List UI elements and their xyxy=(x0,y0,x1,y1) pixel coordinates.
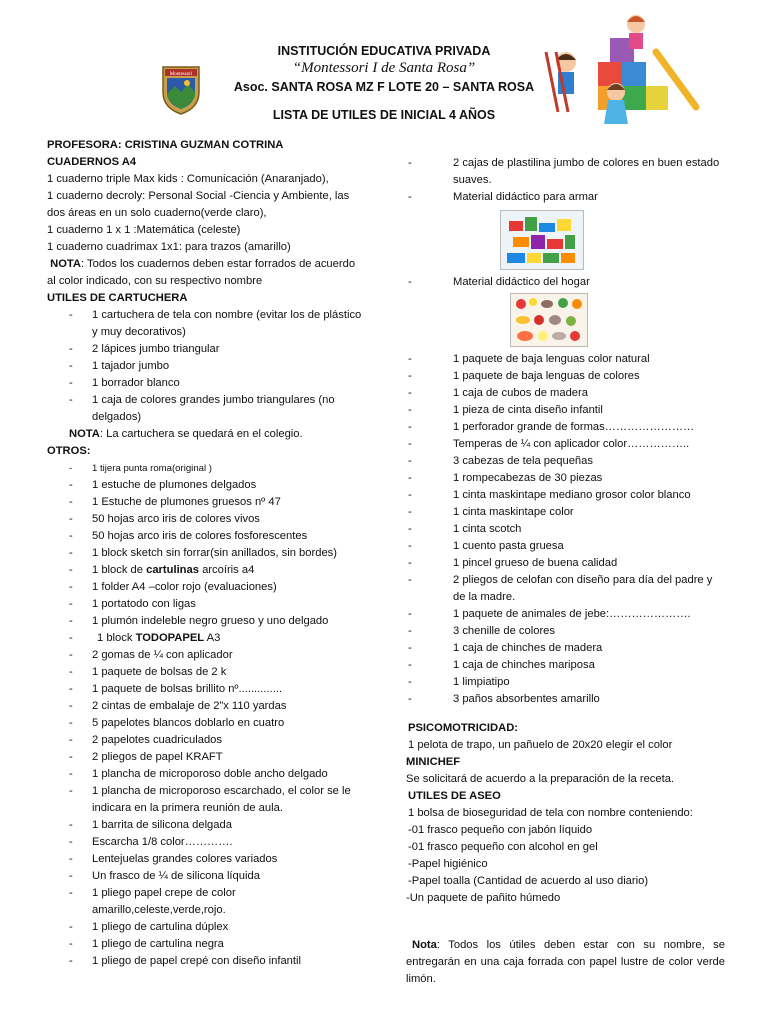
others-heading: OTROS: xyxy=(47,445,91,457)
list-item: - 1 cinta scotch xyxy=(400,521,725,538)
list-item: - 5 papelotes blancos doblarlo en cuatro xyxy=(47,715,362,732)
pencil-case-list xyxy=(47,307,362,426)
item-text: arcoíris a4 xyxy=(198,564,255,576)
list-item: - 2 cintas de embalaje de 2”x 110 yardas xyxy=(47,698,362,715)
list-item: - 1 paquete de bolsas de 2 k xyxy=(47,664,362,681)
list-item: - 1 rompecabezas de 30 piezas xyxy=(400,470,725,487)
pencil-case-heading: UTILES DE CARTUCHERA xyxy=(47,292,188,304)
list-item: - 1 pliego de papel crepé con diseño infantil xyxy=(47,953,362,970)
notebooks-note xyxy=(47,256,362,290)
final-note xyxy=(400,937,725,988)
list-item: - 2 pliegos de papel KRAFT xyxy=(47,749,362,766)
hygiene-item: -Papel toalla (Cantidad de acuerdo al uso diario) xyxy=(408,875,649,887)
notebook-item: 1 cuaderno decroly: Personal Social -Ciencia y Ambiente, las dos áreas en un solo cuaderno(verde claro), xyxy=(47,190,350,219)
list-item: - 1 pliego papel crepe de color amarillo,celeste,verde,rojo. xyxy=(47,885,362,919)
psychomotor-text: 1 pelota de trapo, un pañuelo de 20x20 elegir el color xyxy=(408,739,673,751)
list-item: - 2 gomas de ¼ con aplicador xyxy=(47,647,362,664)
left-column xyxy=(47,137,362,970)
list-item: - 2 lápices jumbo triangular xyxy=(47,341,362,358)
list-item: - 1 plancha de microporoso doble ancho delgado xyxy=(47,766,362,783)
list-item: - 1 pliego de cartulina negra xyxy=(47,936,362,953)
list-item: - 1 caja de cubos de madera xyxy=(400,385,725,402)
list-item: - 3 paños absorbentes amarillo xyxy=(400,691,725,708)
minichef-heading: MINICHEF xyxy=(406,756,461,768)
list-item xyxy=(47,630,362,647)
notebooks-heading: CUADERNOS A4 xyxy=(47,156,137,168)
hygiene-item: -Un paquete de pañito húmedo xyxy=(406,892,561,904)
list-item: - 1 cartuchera de tela con nombre (evitar los de plástico y muy decorativos) xyxy=(47,307,362,341)
list-item: - 1 limpiatipo xyxy=(400,674,725,691)
list-item: - Material didáctico para armar xyxy=(400,189,725,206)
list-item: - 50 hojas arco iris de colores fosforescentes xyxy=(47,528,362,545)
list-item: - 1 estuche de plumones delgados xyxy=(47,477,362,494)
pencil-case-note xyxy=(47,426,362,443)
list-item: - Temperas de ¼ con aplicador color…………….. xyxy=(400,436,725,453)
hygiene-item: -Papel higiénico xyxy=(408,858,488,870)
hygiene-item: -01 frasco pequeño con alcohol en gel xyxy=(408,841,598,853)
list-item: - 1 pliego de cartulina dúplex xyxy=(47,919,362,936)
list-item: - 1 plumón indeleble negro grueso y uno delgado xyxy=(47,613,362,630)
list-item: - 1 pincel grueso de buena calidad xyxy=(400,555,725,572)
list-item: - 1 caja de colores grandes jumbo triangulares (no delgados) xyxy=(47,392,362,426)
list-item: - 1 caja de chinches mariposa xyxy=(400,657,725,674)
materials-list-a xyxy=(400,155,725,206)
teacher-line: PROFESORA: CRISTINA GUZMAN COTRINA xyxy=(47,139,284,151)
list-item: - 1 Estuche de plumones gruesos nº 47 xyxy=(47,494,362,511)
note-text: : Todos los cuadernos deben estar forrados de acuerdo al color indicado, con su respectivo nombre xyxy=(47,258,356,287)
note-text: : La cartuchera se quedará en el colegio. xyxy=(99,428,303,440)
image-slot xyxy=(400,291,725,351)
materials-list-c xyxy=(400,351,725,708)
minichef-text: Se solicitará de acuerdo a la preparación de la receta. xyxy=(406,773,675,785)
list-item: - 2 pliegos de celofan con diseño para día del padre y de la madre. xyxy=(400,572,725,606)
note-label: NOTA xyxy=(69,428,100,440)
item-text-bold: cartulinas xyxy=(146,564,199,576)
toy-food-image xyxy=(510,293,588,347)
list-item: - Lentejuelas grandes colores variados xyxy=(47,851,362,868)
note-label: NOTA xyxy=(50,258,81,270)
list-item: - 3 cabezas de tela pequeñas xyxy=(400,453,725,470)
list-item xyxy=(47,562,362,579)
item-text: 1 block xyxy=(97,632,136,644)
note-text: : Todos los útiles deben estar con su nombre, se entregarán en una caja forrada con papel lustre de color verde limón. xyxy=(406,939,725,985)
list-item: - 1 cinta maskintape mediano grosor color blanco xyxy=(400,487,725,504)
list-item: - 2 cajas de plastilina jumbo de colores en buen estado suaves. xyxy=(400,155,725,189)
hygiene-heading: UTILES DE ASEO xyxy=(408,790,501,802)
list-item: - 1 paquete de bolsas brillito nº.............. xyxy=(47,681,362,698)
notebook-item: 1 cuaderno cuadrimax 1x1: para trazos (amarillo) xyxy=(47,241,291,253)
list-item: - Material didáctico del hogar xyxy=(400,274,725,291)
list-item: - Un frasco de ¼ de silicona líquida xyxy=(47,868,362,885)
list-item: - 50 hojas arco iris de colores vivos xyxy=(47,511,362,528)
item-text-bold: TODOPAPEL xyxy=(135,632,205,644)
item-text: A3 xyxy=(204,632,221,644)
svg-text:Montessori: Montessori xyxy=(169,72,193,77)
list-item: - 1 paquete de animales de jebe:…………………. xyxy=(400,606,725,623)
list-item: - Escarcha 1/8 color…………. xyxy=(47,834,362,851)
list-item: - 1 paquete de baja lenguas de colores xyxy=(400,368,725,385)
list-item: - 1 plancha de microporoso escarchado, el color se le indicara en la primera reunión de aula. xyxy=(47,783,362,817)
list-item: - 2 papelotes cuadriculados xyxy=(47,732,362,749)
image-slot xyxy=(400,206,725,274)
others-list xyxy=(47,460,362,970)
list-item: - 1 cinta maskintape color xyxy=(400,504,725,521)
notebook-item: 1 cuaderno triple Max kids : Comunicación (Anaranjado), xyxy=(47,173,329,185)
list-item: - 1 caja de chinches de madera xyxy=(400,640,725,657)
list-item: - 1 tajador jumbo xyxy=(47,358,362,375)
list-item: - 1 portatodo con ligas xyxy=(47,596,362,613)
list-item: - 1 barrita de silicona delgada xyxy=(47,817,362,834)
list-item: - 1 cuento pasta gruesa xyxy=(400,538,725,555)
school-address: Asoc. SANTA ROSA MZ F LOTE 20 – SANTA ROSA xyxy=(233,80,535,94)
children-illustration xyxy=(536,12,706,130)
page-title: LISTA DE UTILES DE INICIAL 4 AÑOS xyxy=(272,108,496,122)
right-column xyxy=(400,155,725,988)
building-blocks-image xyxy=(500,210,584,270)
school-subtitle: “Montessori I de Santa Rosa” xyxy=(292,60,476,76)
hygiene-item: -01 frasco pequeño con jabón líquido xyxy=(408,824,593,836)
item-text: 1 block de xyxy=(92,564,147,576)
list-item: - 1 block sketch sin forrar(sin anillados, sin bordes) xyxy=(47,545,362,562)
school-name: INSTITUCIÓN EDUCATIVA PRIVADA xyxy=(277,44,491,58)
list-item: - 1 paquete de baja lenguas color natural xyxy=(400,351,725,368)
notebook-item: 1 cuaderno 1 x 1 :Matemática (celeste) xyxy=(47,224,241,236)
list-item: - 1 folder A4 –color rojo (evaluaciones) xyxy=(47,579,362,596)
psychomotor-heading: PSICOMOTRICIDAD: xyxy=(408,722,519,734)
list-item: - 1 tijera punta roma(original ) xyxy=(47,460,362,477)
list-item: - 1 pieza de cinta diseño infantil xyxy=(400,402,725,419)
list-item: - 3 chenille de colores xyxy=(400,623,725,640)
list-item: - 1 borrador blanco xyxy=(47,375,362,392)
hygiene-item: 1 bolsa de bioseguridad de tela con nombre conteniendo: xyxy=(408,807,693,819)
note-label: Nota xyxy=(412,939,437,951)
materials-list-b xyxy=(400,274,725,291)
list-item: - 1 perforador grande de formas…………………… xyxy=(400,419,725,436)
